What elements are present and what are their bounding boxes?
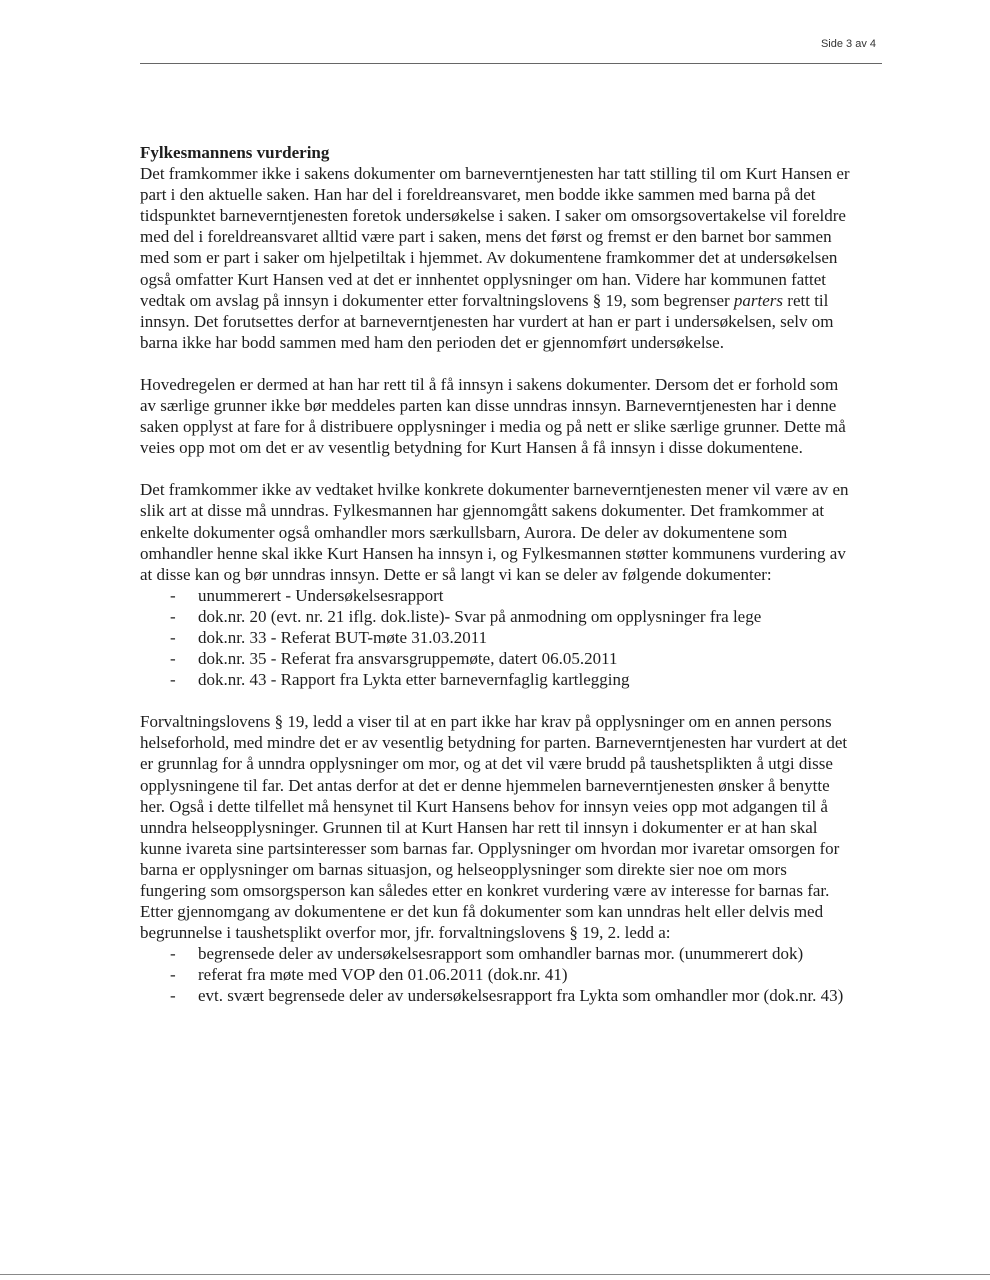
list-item-text: unummerert - Undersøkelsesrapport bbox=[198, 585, 444, 605]
paragraph-health-information: Forvaltningslovens § 19, ledd a viser til at en part ikke har krav på opplysninger om en annen persons helseforhold, med mindre det er av vesentlig betydning for parten. Barneverntjenesten har vurdert at det er grunnlag for å unndra opplysninger om mor, og at det vil være brudd på taushetsplikten å utgi disse opplysningene til far. Det antas derfor at det er denne hjemmelen barneverntjenesten ønsker å benytte her. Også i dette tilfellet må hensynet til Kurt Hansens behov for innsyn veies opp mot adgangen til å unndra helseopplysninger. Grunnen til at Kurt Hansen har rett til innsyn i dokumenter er at han skal kunne ivareta sine partsinteresser som barnas far. Opplysninger om hvordan mor ivaretar omsorgen for barna er opplysninger om barnas situasjon, og helseopplysninger som direkte sier noe om mors fungering som omsorgsperson kan således etter en konkret vurdering være av interesse for barnas far. Etter gjennomgang av dokumentene er det kun få dokumenter som kan unndras helt eller delvis med begrunnelse i taushetsplikt overfor mor, jfr. forvaltningslovens § 19, 2. ledd a: bbox=[140, 712, 848, 943]
list-item bbox=[140, 585, 856, 606]
document-list-mother bbox=[140, 943, 856, 1006]
paragraph-spacer bbox=[140, 690, 856, 711]
scan-edge-line bbox=[0, 1274, 990, 1275]
paragraph-documents-review: Det framkommer ikke av vedtaket hvilke konkrete dokumenter barneverntjenesten mener vil være av en slik art at disse må unndras. Fylkesmannen har gjennomgått sakens dokumenter. Det framkommer at enkelte dokumenter også omhandler mors særkullsbarn, Aurora. De deler av dokumentene som omhandler henne skal ikke Kurt Hansen ha innsyn i, og Fylkesmannen støtter kommunens vurdering av at disse kan og bør unndras innsyn. Dette er så langt vi kan se deler av følgende dokumenter: bbox=[140, 480, 849, 584]
list-item bbox=[140, 606, 856, 627]
paragraph-spacer bbox=[140, 458, 856, 479]
document-body bbox=[140, 142, 856, 1007]
list-item bbox=[140, 964, 856, 985]
list-item-text: dok.nr. 20 (evt. nr. 21 iflg. dok.liste)- Svar på anmodning om opplysninger fra lege bbox=[198, 606, 762, 626]
list-item bbox=[140, 669, 856, 690]
section-heading: Fylkesmannens vurdering bbox=[140, 143, 330, 162]
list-dash: - bbox=[170, 965, 176, 985]
page-header bbox=[140, 32, 882, 66]
list-item-text: dok.nr. 33 - Referat BUT-møte 31.03.2011 bbox=[198, 627, 488, 647]
list-dash: - bbox=[170, 585, 176, 605]
paragraph-spacer bbox=[140, 353, 856, 374]
list-item-text: begrensede deler av undersøkelsesrapport som omhandler barnas mor. (unummerert dok) bbox=[198, 944, 804, 964]
document-list-aurora bbox=[140, 585, 856, 690]
list-dash: - bbox=[170, 649, 176, 669]
list-dash: - bbox=[170, 606, 176, 626]
paragraph-party-status-text-1: Det framkommer ikke i sakens dokumenter om barneverntjenesten har tatt stilling til om Kurt Hansen er part i den aktuelle saken. Han har del i foreldreansvaret, men bodde ikke sammen med barna på det tidspunktet barneverntjenesten foretok undersøkelse i saken. I saker om omsorgsovertakelse vil foreldre med del i foreldreansvaret alltid være part i saken, mens det først og fremst er den barnet bor sammen med som er part i saker om hjelpetiltak i hjemmet. Av dokumentene framkommer det at undersøkelsen også omfatter Kurt Hansen ved at det er innhentet opplysninger om han. Videre har kommunen fattet vedtak om avslag på innsyn i dokumenter etter forvaltningslovens § 19, som begrenser bbox=[140, 164, 850, 310]
list-item bbox=[140, 985, 856, 1006]
list-dash: - bbox=[170, 944, 176, 964]
list-item bbox=[140, 627, 856, 648]
list-item bbox=[140, 648, 856, 669]
list-item-text: evt. svært begrensede deler av undersøkelsesrapport fra Lykta som omhandler mor (dok.nr. 43) bbox=[198, 986, 844, 1006]
header-divider bbox=[140, 63, 882, 64]
list-item-text: dok.nr. 35 - Referat fra ansvarsgruppemøte, datert 06.05.2011 bbox=[198, 649, 618, 669]
list-item-text: dok.nr. 43 - Rapport fra Lykta etter barnevernfaglig kartlegging bbox=[198, 670, 630, 690]
paragraph-main-rule: Hovedregelen er dermed at han har rett til å få innsyn i sakens dokumenter. Dersom det er forhold som av særlige grunner ikke bør meddeles parten kan disse unndras innsyn. Barneverntjenesten har i denne saken opplyst at fare for å distribuere opplysninger i media og på nett er slike særlige grunner. Dette må veies opp mot om det er av vesentlig betydning for Kurt Hansen å få innsyn i disse dokumentene. bbox=[140, 374, 846, 458]
paragraph-party-status-italic: parters bbox=[733, 290, 784, 310]
paragraph-party-status-text-2: rett til innsyn. Det forutsettes derfor at barneverntjenesten har vurdert at han er part i undersøkelsen, selv om barna ikke har bodd sammen med ham den perioden det er gjennomført undersøkelse. bbox=[140, 290, 834, 352]
list-item-text: referat fra møte med VOP den 01.06.2011 (dok.nr. 41) bbox=[198, 965, 568, 985]
list-item bbox=[140, 943, 856, 964]
paragraph-party-status bbox=[140, 163, 856, 353]
list-dash: - bbox=[170, 627, 176, 647]
page-number: Side 3 av 4 bbox=[820, 38, 876, 50]
list-dash: - bbox=[170, 986, 176, 1006]
list-dash: - bbox=[170, 670, 176, 690]
